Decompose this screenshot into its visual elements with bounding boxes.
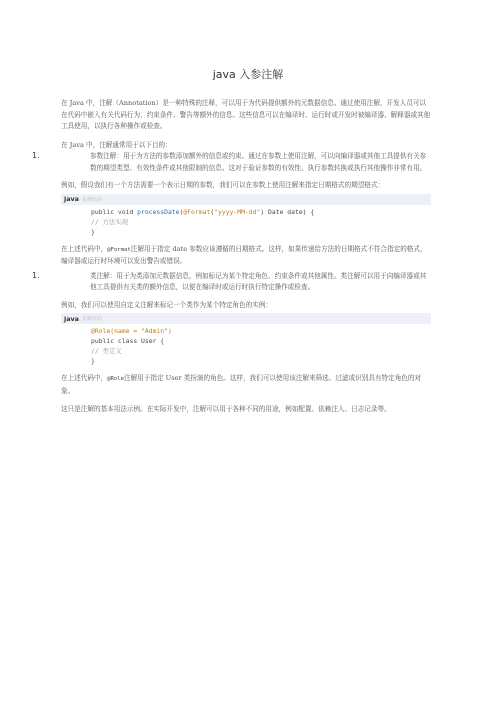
code-token: } [91, 357, 95, 365]
code-token: @Format [183, 207, 211, 216]
code-comment: // 类定义 [91, 347, 122, 355]
list-item-text: 类注解：用于为类添加元数据信息，例如标记为某个特定角色、约束条件或其他属性。类注解可以用于向编译器或其他工具提供有关类的额外信息，以便在编译时或运行时执行特定操作或检查。 [90, 271, 427, 291]
document-body [32, 98, 431, 416]
code-language: java [64, 314, 79, 323]
code-token: @Role [91, 327, 111, 335]
code-token: ) Date date) { [260, 207, 315, 216]
code-token: public class User { [91, 337, 165, 345]
code-block [61, 205, 431, 239]
code-token: ) [167, 327, 172, 335]
copy-code-button[interactable]: 复制代码 [81, 196, 102, 203]
example2-explanation [61, 373, 431, 397]
text-run: 在上述代码中， [61, 374, 108, 382]
example1-intro: 例如，假设我们有一个方法需要一个表示日期的参数，我们可以在参数上使用注解来指定日期格式的期望格式： [61, 181, 385, 189]
code-token: } [91, 227, 95, 236]
code-token: "Admin" [141, 327, 168, 335]
example2-intro: 例如，我们可以使用自定义注解来标记一个类作为某个特定角色的实例： [61, 300, 272, 309]
usage-intro: 在 Java 中，注解通常用于以下目的： [61, 140, 172, 149]
code-block-header [61, 313, 431, 324]
code-block [61, 324, 431, 368]
code-block-header [61, 194, 431, 205]
code-comment: // 方法实现 [91, 217, 129, 226]
code-token: (name = [110, 327, 142, 335]
inline-code: @Format [107, 246, 131, 253]
list-number: 1. [32, 270, 40, 280]
code-token: ( [210, 207, 215, 216]
closing-paragraph: 这只是注解的基本用法示例。在实际开发中，注解可以用于各种不同的用途，例如配置、依赖注入、日志记录等。 [61, 405, 391, 413]
inline-code: @Role [107, 376, 124, 382]
code-token: "yyyy-MM-dd" [214, 207, 261, 216]
page-title: java 入参注解 [212, 68, 284, 81]
text-run: 在上述代码中， [61, 244, 108, 253]
list-number: 1. [32, 151, 40, 160]
code-token: ( [179, 207, 184, 216]
example1-explanation [61, 244, 431, 268]
code-token: processDate [137, 207, 180, 216]
copy-code-button[interactable]: 复制代码 [81, 316, 102, 322]
list-item [32, 151, 431, 174]
list-item-text: 参数注解：用于为方法的参数添加额外的信息或约束。通过在参数上使用注解，可以向编译器或其他工具提供有关参数的期望类型、有效性条件或其他限制的信息。这对于验证参数的有效性、执行参数转换或执行其他操作非常有用。 [90, 152, 427, 172]
intro-paragraph: 在 Java 中，注解（Annotation）是一种特殊的注释，可以用于为代码提供额外的元数据信息。通过使用注解，开发人员可以在代码中嵌入有关代码行为、约束条件、警告等额外的信息。这些信息可以在编译时、运行时或开发时被编译器、解释器或其他工具使用，以执行各种操作或检查。 [61, 99, 431, 130]
text-run: 注解用于指定 User 类扮演的角色。这样，我们可以使用该注解来筛选、过滤或识别具有特定角色的对象。 [61, 374, 422, 395]
list-item [32, 270, 431, 294]
code-language: java [64, 195, 79, 203]
text-run: 注解用于指定 date 参数应该遵循的日期格式。这样，如果传递给方法的日期格式不符合指定的格式，编译器或运行时环境可以发出警告或错误。 [61, 244, 427, 265]
code-token: public void [91, 207, 138, 216]
